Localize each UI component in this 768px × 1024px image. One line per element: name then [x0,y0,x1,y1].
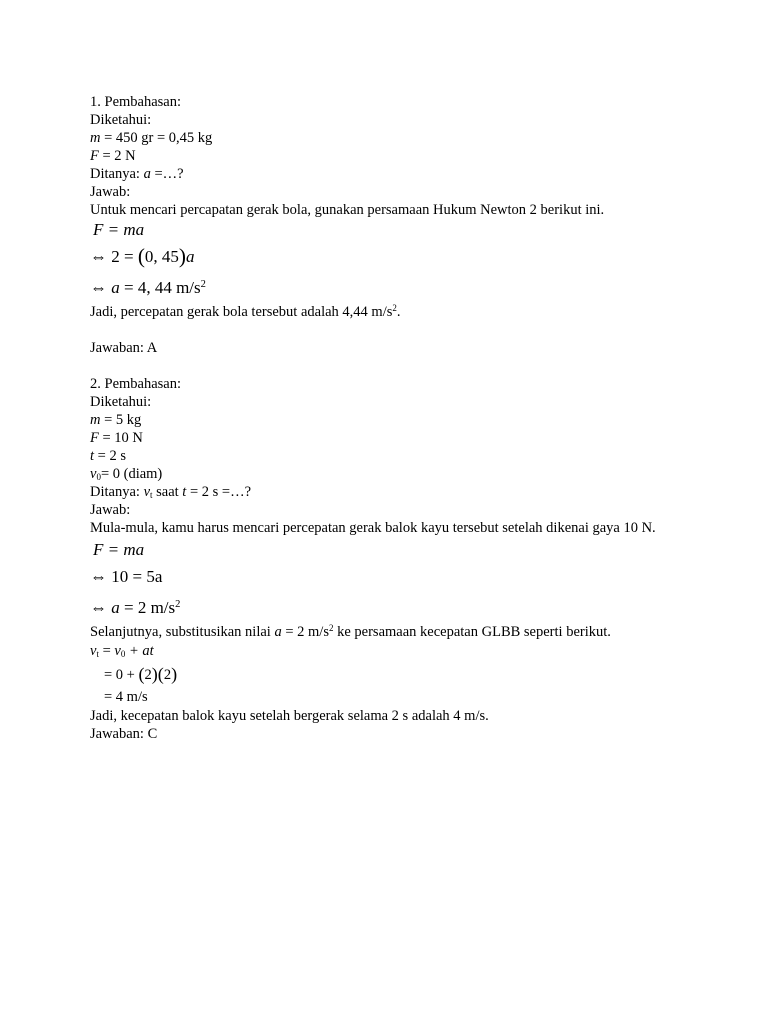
problem2-equation-newton: F = ma [93,540,145,559]
problem1-equation-substitution: ⇔ 2 = (0, 45)a [90,244,195,269]
problem1-jawab-label: Jawab: [90,184,131,200]
problem1-equation-result: ⇔ a = 4, 44 $m/s^2$ [90,278,206,297]
problem2-force-given: F = 10 N [90,430,143,446]
problem1-diketahui-label: Diketahui: [90,112,152,128]
problem2-velocity-substitution: = 0 + (2)(2) [104,664,178,684]
problem2-equation-substitution: ⇔ 10 = 5a [90,567,163,586]
problem2-mass-given: m = 5 kg [90,412,142,428]
problem1-ditanya: Ditanya: a =…? [90,166,184,182]
problem2-velocity-equation: $v_t = v_0$ + at [90,643,154,659]
problem2-conclusion: Jadi, kecepatan balok kayu setelah bergerak selama 2 s adalah 4 m/s. [90,708,489,724]
spacer [90,321,690,339]
problem2-jawab-label: Jawab: [90,502,131,518]
problem1-mass-given: m = 450 gr = 0,45 kg [90,130,213,146]
problem1-conclusion: Jadi, percepatan gerak bola tersebut adalah 4,44 $m/s^2$. [90,303,401,320]
problem2-initial-velocity-given: $v_0= 0$ (diam) [90,466,163,482]
problem1-answer: Jawaban: A [90,340,158,356]
problem2-diketahui-label: Diketahui: [90,394,152,410]
problem2-ditanya: Ditanya: $v_t$ saat t = 2 s =…? [90,484,252,500]
problem2-time-given: t = 2 s [90,448,126,464]
problem2-heading: 2. Pembahasan: [90,376,182,392]
problem2-substitution-text: Selanjutnya, substitusikan nilai a = 2 $m/s^2$ ke persamaan kecepatan GLBB seperti berikut. [90,623,611,640]
spacer [90,357,690,375]
problem1-equation-newton: F = ma [93,220,145,239]
problem2-answer: Jawaban: C [90,726,158,742]
problem2-velocity-result: = 4 m/s [104,689,148,705]
problem2-equation-result: ⇔ a = 2 $m/s^2$ [90,598,181,617]
document-page [90,93,690,743]
problem1-intro-text: Untuk mencari percapatan gerak bola, gunakan persamaan Hukum Newton 2 berikut ini. [90,202,605,218]
problem1-heading: 1. Pembahasan: [90,94,182,110]
problem2-intro-text: Mula-mula, kamu harus mencari percepatan gerak balok kayu tersebut setelah dikenai gaya 10 N. [90,520,656,536]
problem1-force-given: F = 2 N [90,148,136,164]
